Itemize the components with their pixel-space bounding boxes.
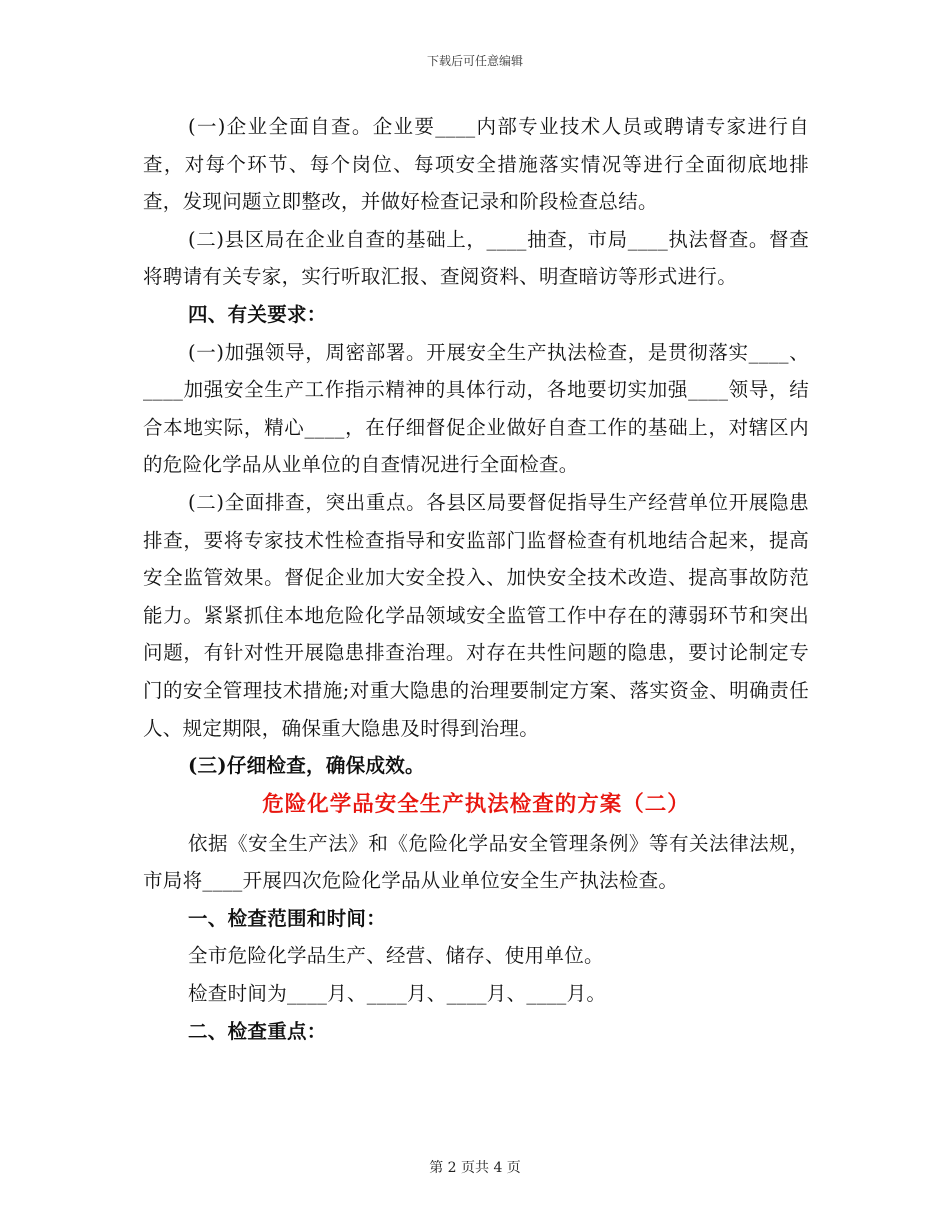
heading-scope-and-time: 一、检查范围和时间： (188, 906, 387, 930)
paragraph-legal-basis: 依据《安全生产法》和《危险化学品安全管理条例》等有关法律法规，市局将____开展四次危险化学品从业单位安全生产执法检查。 (143, 831, 809, 893)
paragraph-full-inspection: (二)全面排查，突出重点。各县区局要督促指导生产经营单位开展隐患排查，要将专家技术性检查指导和安监部门监督检查有机地结合起来，提高安全监管效果。督促企业加大安全投入、加快安全技术改造、提高事故防范能力。紧紧抓住本地危险化学品领域安全监管工作中存在的薄弱环节和突出问题，有针对性开展隐患排查治理。对存在共性问题的隐患，要讨论制定专门的安全管理技术措施;对重大隐患的治理要制定方案、落实资金、明确责任人、规定期限，确保重大隐患及时得到治理。 (143, 490, 809, 740)
paragraph-inspection-time: 检查时间为____月、____月、____月、____月。 (188, 982, 607, 1006)
paragraph-scope: 全市危险化学品生产、经营、储存、使用单位。 (188, 944, 604, 968)
section-title: 危险化学品安全生产执法检查的方案（二） (262, 791, 690, 817)
page-header: 下载后可任意编辑 (426, 54, 523, 68)
paragraph-county-spot-check: (二)县区局在企业自查的基础上，____抽查，市局____执法督查。督查将聘请有关专家，实行听取汇报、查阅资料、明查暗访等形式进行。 (143, 227, 809, 289)
heading-inspection-focus: 二、检查重点： (188, 1019, 327, 1043)
page-footer: 第 2 页共 4 页 (429, 1160, 521, 1176)
paragraph-careful-inspection: (三)仔细检查，确保成效。 (188, 754, 425, 778)
paragraph-enterprise-self-check: (一)企业全面自查。企业要____内部专业技术人员或聘请专家进行自查，对每个环节、每个岗位、每项安全措施落实情况等进行全面彻底地排查，发现问题立即整改，并做好检查记录和阶段检查总结。 (143, 115, 809, 214)
paragraph-leadership: (一)加强领导，周密部署。开展安全生产执法检查，是贯彻落实____、____加强安全生产工作指示精神的具体行动，各地要切实加强____领导，结合本地实际，精心____，在仔细督促企业做好自查工作的基础上，对辖区内的危险化学品从业单位的自查情况进行全面检查。 (143, 340, 809, 477)
heading-requirements: 四、有关要求： (188, 302, 327, 326)
document-body (143, 108, 809, 1050)
